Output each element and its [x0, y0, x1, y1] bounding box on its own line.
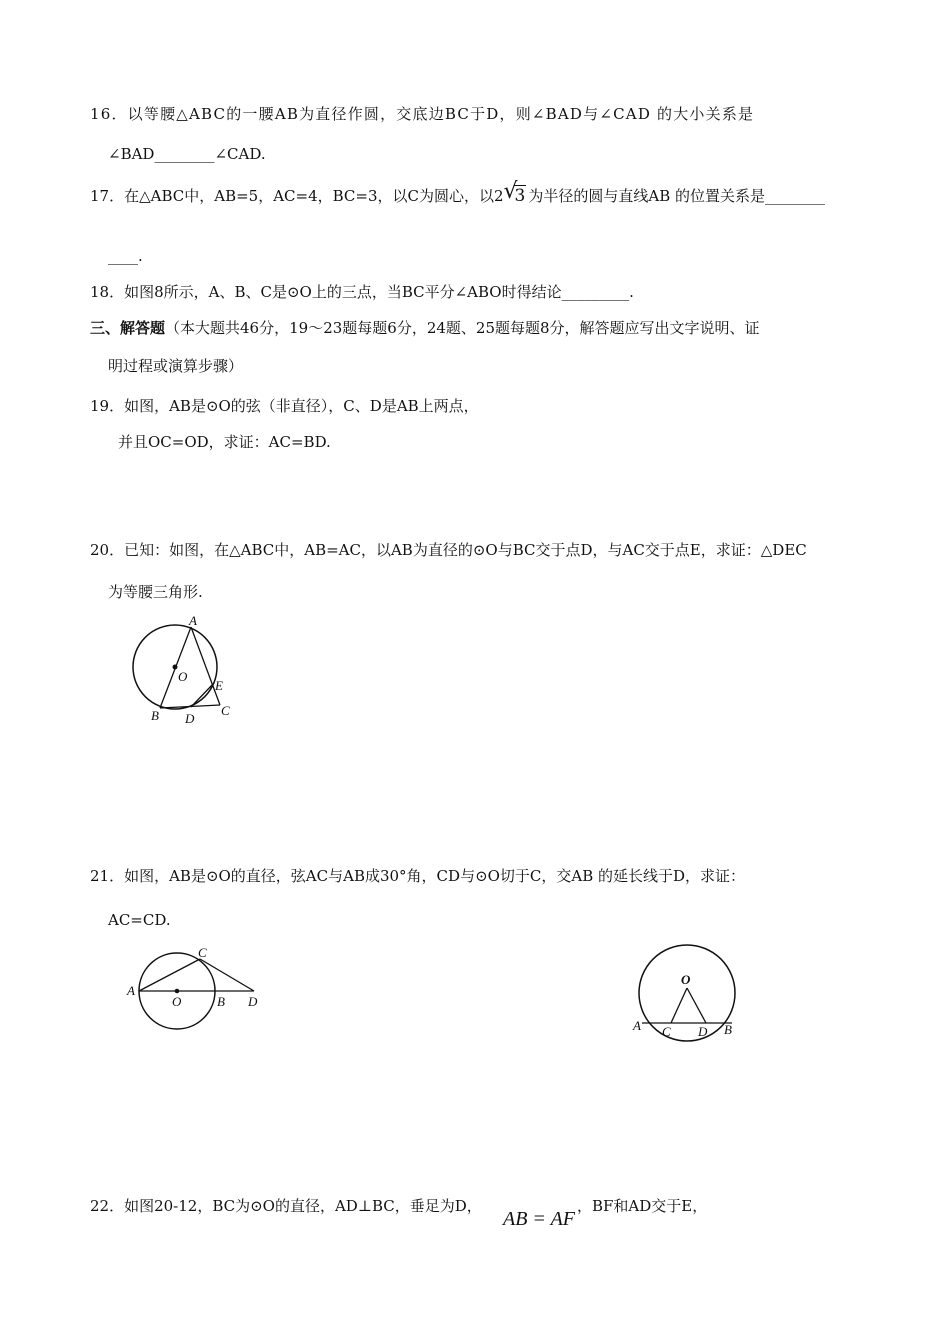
q20-label-e: E	[215, 678, 223, 693]
q18-line1: 18．如图8所示，A、B、C是⊙O上的三点，当BC平分∠ABO时得结论_________.	[90, 283, 634, 301]
q19-figure	[628, 942, 748, 1047]
q21-label-c: C	[198, 945, 207, 960]
q19-label-o: O	[681, 972, 691, 987]
section3-rest: （本大题共46分，19～23题每题6分，24题、25题每题8分，解答题应写出文字说明、证	[165, 319, 760, 337]
section3-line1	[90, 318, 760, 338]
q19-label-a: A	[633, 1018, 641, 1033]
section3-heading: 三、解答题	[90, 319, 166, 337]
q20-label-a: A	[189, 613, 197, 628]
q20-figure	[125, 612, 255, 727]
q21-figure	[124, 944, 264, 1036]
q22-arc-equation: AB = AF	[503, 1208, 576, 1230]
q21-line2: AC=CD.	[108, 911, 171, 929]
q22-line1-start: 22．如图20-12，BC为⊙O的直径，AD⊥BC，垂足为D，	[90, 1197, 482, 1215]
q19-label-c: C	[662, 1024, 671, 1039]
q19-line2: 并且OC=OD，求证：AC=BD.	[118, 433, 331, 451]
q19-line1: 19．如图，AB是⊙O的弦（非直径），C、D是AB上两点，	[90, 397, 479, 415]
q22-line1-end: ，BF和AD交于E，	[577, 1197, 708, 1215]
q20-line2: 为等腰三角形.	[108, 583, 203, 601]
q21-label-d: D	[248, 994, 258, 1009]
q17-text-before: 17．在△ABC中，AB=5，AC=4，BC=3，以C为圆心，以2	[90, 187, 504, 205]
sqrt-3: √ 3	[503, 179, 526, 206]
q19-label-d: D	[698, 1024, 708, 1039]
q16-line2: ∠BAD________∠CAD.	[108, 145, 266, 163]
q21-line1: 21．如图，AB是⊙O的直径，弦AC与AB成30°角，CD与⊙O切于C，交AB 的延长线于D，求证：	[90, 867, 746, 885]
q17-text-after: 为半径的圆与直线AB 的位置关系是________	[528, 187, 826, 205]
q21-label-b: B	[217, 994, 225, 1009]
q16-line1	[90, 104, 858, 124]
q20-label-o: O	[178, 669, 188, 684]
section3-line2: 明过程或演算步骤）	[108, 357, 244, 375]
q20-label-c: C	[221, 703, 230, 718]
q20-line1: 20．已知：如图，在△ABC中，AB=AC，以AB为直径的⊙O与BC交于点D，与AC交于点E，求证：△DEC	[90, 541, 807, 559]
q21-label-a: A	[127, 983, 135, 998]
q16-text: 16．以等腰△ABC的一腰AB为直径作圆，交底边BC于D，则∠BAD与∠CAD 的大小关系是	[90, 105, 755, 123]
q20-label-b: B	[151, 708, 159, 723]
q19-label-b: B	[724, 1022, 732, 1037]
q17-line1	[90, 179, 826, 206]
q20-label-d: D	[185, 711, 195, 726]
q21-label-o: O	[172, 994, 182, 1009]
q17-line2: ____.	[108, 247, 143, 265]
